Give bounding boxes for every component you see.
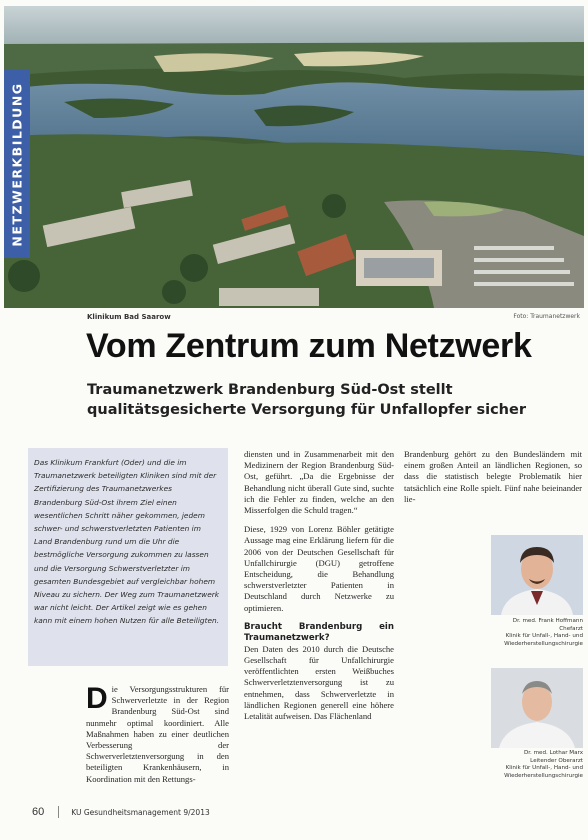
section-tab: [4, 70, 30, 258]
intro-text: Das Klinikum Frankfurt (Oder) und die im Traumanetzwerk beteiligten Kliniken sind mit der Zertifizierung des Traumanetzwerkes Brandenburg Süd-Ost ihrem Ziel einen wesentlichen Schritt näher gekommen, jedem schwer- und schwerstverletzten Patienten im Land Brandenburg rund um die Uhr die bestmögliche Versorgung zukommen zu lassen und die Versorgung Schwerstverletzter im gesamten Bundesgebiet auf vergleichbar hohem Niveau zu sichern. Der Weg zum Traumanetzwerk war nicht leicht. Der Artikel zeigt wie es gehen kann mit einem hohen Nutzen für alle Beteiligten.: [34, 458, 220, 626]
paragraph: diensten und in Zusammenarbeit mit den Medizinern der Region Brandenburg Süd-Ost, geführt. „Da die Ergebnisse der Behandlung nicht überall Gute sind, suchte ich die Fehler zu finden, welche an den Misserfolgen die Schuld tragen.“: [244, 449, 394, 516]
portrait-illustration: [491, 668, 583, 748]
footer-divider: [58, 806, 59, 818]
paragraph: [86, 684, 229, 785]
article-column-3: [404, 449, 582, 513]
caption-line: Klinik für Unfall-, Hand- und: [505, 765, 583, 772]
caption-line: Dr. med. Frank Hoffmann: [512, 618, 583, 624]
portrait-photo: [491, 535, 583, 615]
paragraph: Diese, 1929 von Lorenz Böhler getätigte Aussage mag eine Erklärung liefern für die 2006 von der Deutschen Gesellschaft für Unfallchirurgie (DGU) getroffene Entscheidung, die Behandlung schwerstverletzter Patienten in Deutschland durch Netzwerke zu optimieren.: [244, 524, 394, 613]
page-number: 60: [32, 806, 45, 818]
article-subtitle: Traumanetzwerk Brandenburg Süd-Ost stellt qualitätsgesicherte Versorgung für Unfallopfer sicher: [87, 382, 526, 418]
caption-line: Wiederherstellungschirurgie: [504, 772, 583, 779]
article-column-2: [244, 449, 394, 730]
article-column-1: [86, 684, 229, 793]
section-tab-label: NETZWERKBILDUNG: [9, 81, 25, 247]
section-heading: Braucht Brandenburg ein Traumanetzwerk?: [244, 621, 394, 643]
article-title: Vom Zentrum zum Netzwerk: [86, 327, 532, 365]
portrait-photo: [491, 668, 583, 748]
publication-name: KU Gesundheitsmanagement 9/2013: [71, 807, 210, 817]
paragraph: Den Daten des 2010 durch die Deutsche Gesellschaft für Unfallchirurgie veröffentlichten ersten Weißbuches Schwerverletztenversorgung ist zu entnehmen, dass Schwerverletzte in ländlichen Regionen generell eine höhere Letalität aufweisen. Das Flächenland: [244, 643, 394, 722]
caption-line: Leitender Oberarzt: [530, 757, 583, 764]
page-footer: [32, 806, 584, 818]
paragraph: Brandenburg gehört zu den Bundesländern mit einem großen Anteil an ländlichen Regionen, so dass die statistisch belegte Problematik hier tatsächlich eine Rolle spielt. Fünf nahe beieinander lie-: [404, 449, 582, 504]
portrait-caption: [448, 750, 583, 780]
paragraph-text: ie Versorgungsstrukturen für Schwerverletzte in der Region Brandenburg Süd-Ost sind nunmehr optimal koordiniert. Alle Maßnahmen haben zu einer deutlichen Verbesserung der Schwerverletztenversorgung in den beteiligten Krankenhäusern, in Koordination mit den Rettungs-: [86, 684, 229, 784]
aerial-photo: [4, 6, 584, 308]
caption-line: Klinik für Unfall-, Hand- und: [505, 633, 583, 640]
portrait-illustration: [491, 535, 583, 615]
intro-box: [28, 448, 228, 666]
caption-line: Chefarzt: [559, 625, 583, 632]
caption-line: Dr. med. Lothar Marx: [523, 750, 583, 756]
portrait-caption: [448, 618, 583, 648]
aerial-photo-illustration: [4, 6, 584, 308]
drop-cap: D: [86, 682, 108, 715]
caption-line: Wiederherstellungschirurgie: [504, 640, 583, 647]
photo-caption: Klinikum Bad Saarow: [87, 313, 171, 321]
photo-credit: Foto: Traumanetzwerk: [513, 313, 580, 320]
